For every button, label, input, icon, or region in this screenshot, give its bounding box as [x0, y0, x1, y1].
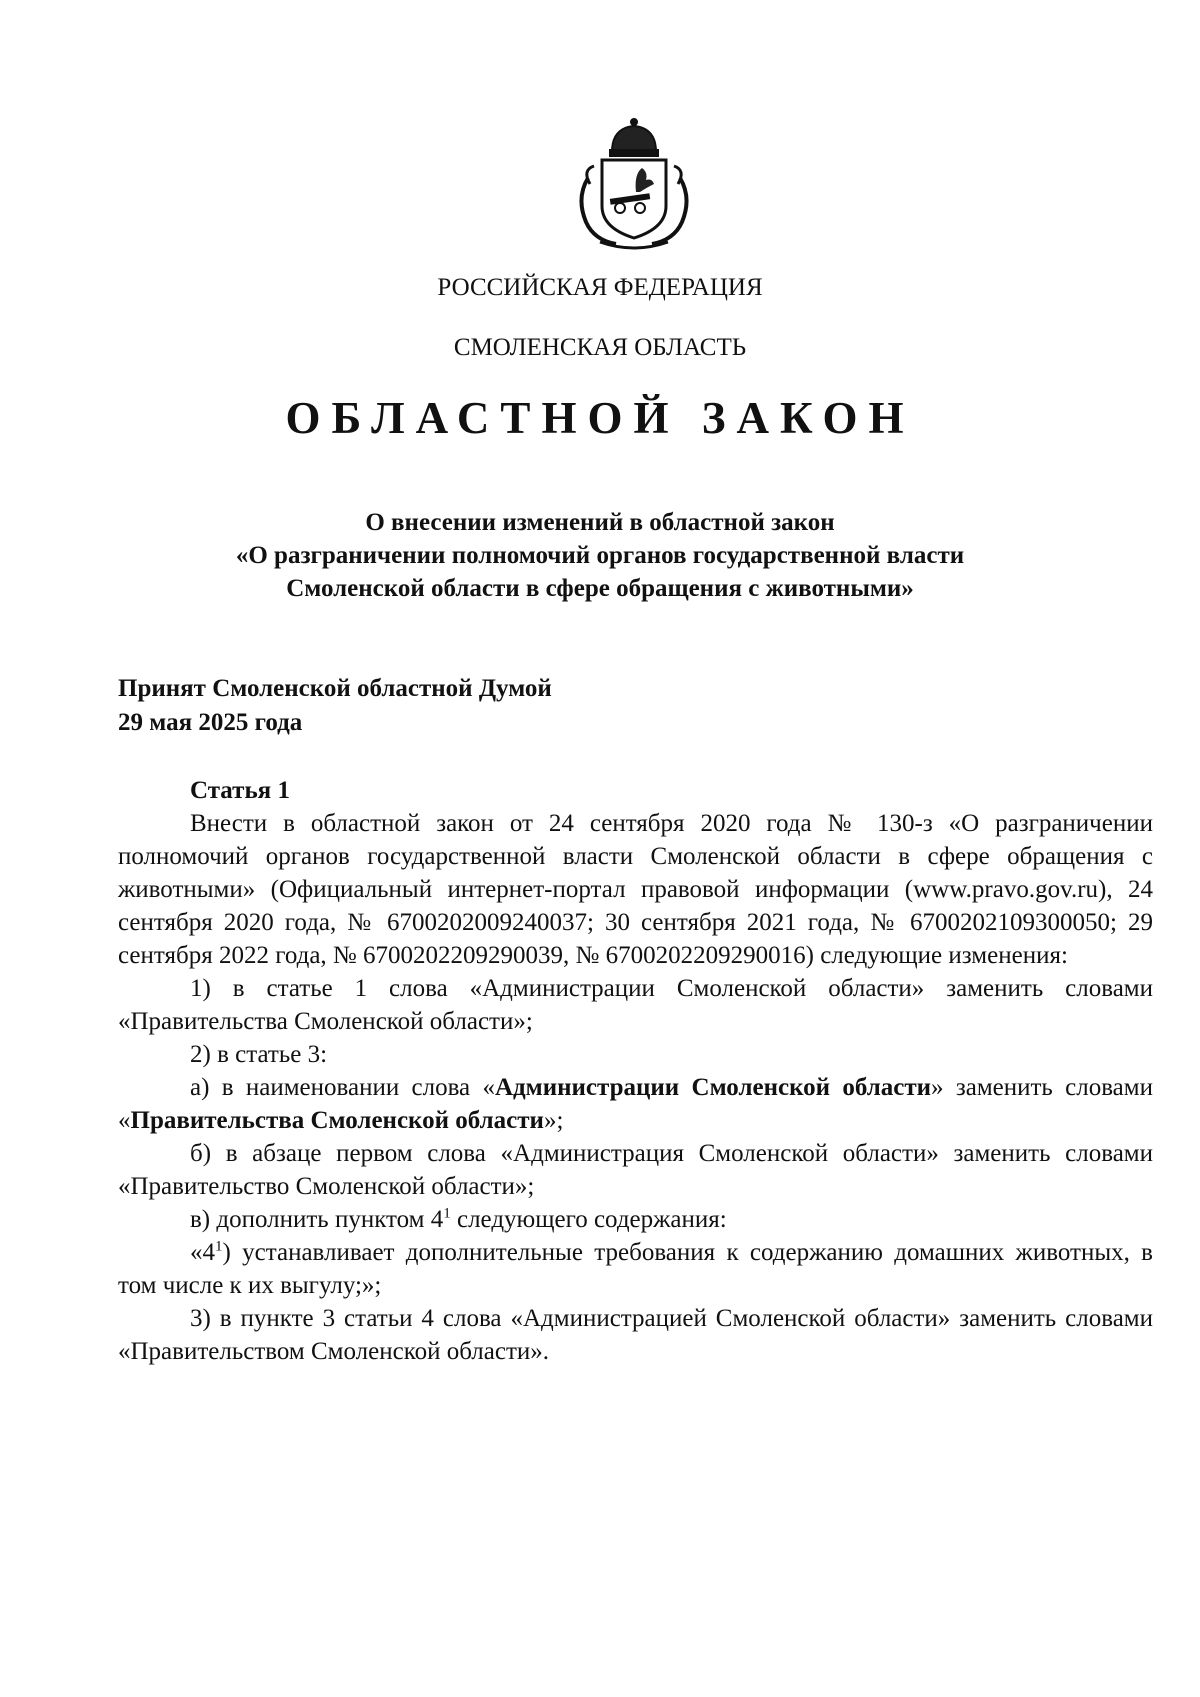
adoption-info	[118, 672, 552, 740]
amendment-item-2v	[118, 1203, 1153, 1236]
amendment-item-1: 1) в статье 1 слова «Администрации Смоленской области» заменить словами «Правительства Смоленской области»;	[118, 975, 1153, 1035]
article-body	[118, 774, 1153, 1368]
item-text: следующего содержания:	[450, 1206, 727, 1233]
inserted-clause-quote	[118, 1236, 1153, 1302]
law-title-line: О внесении изменений в областной закон	[365, 509, 835, 536]
law-type-heading: ОБЛАСТНОЙ ЗАКОН	[285, 393, 915, 443]
coat-of-arms-emblem	[576, 118, 692, 252]
article-heading: Статья 1	[190, 777, 290, 804]
amendment-item-3: 3) в пункте 3 статьи 4 слова «Администрацией Смоленской области» заменить словами «Правительством Смоленской области».	[118, 1305, 1153, 1365]
item-text: а) в наименовании слова «	[190, 1074, 495, 1101]
adopted-by: Принят Смоленской областной Думой	[118, 675, 552, 702]
article-intro-paragraph: Внести в областной закон от 24 сентября 2020 года № 130-з «О разграничении полномочий органов государственной власти Смоленской области в сфере обращения с животными» (Официальный интернет-портал правовой информации (www.pravo.gov.ru), 24 сентября 2020 года, № 6700202009240037; 30 сентября 2021 года, № 6700202109300050; 29 сентября 2022 года, № 6700202209290039, № 6700202209290016) следующие изменения:	[118, 810, 1153, 969]
law-title	[0, 506, 1200, 605]
bold-phrase: Администрации Смоленской области	[494, 1074, 932, 1101]
item-text: ) устанавливает дополнительные требования к содержанию домашних животных, в том числе к их выгулу;»;	[118, 1239, 1153, 1299]
item-text: в) дополнить пунктом 4	[190, 1206, 444, 1233]
item-text: »;	[543, 1107, 564, 1134]
region-heading: СМОЛЕНСКАЯ ОБЛАСТЬ	[453, 334, 747, 361]
item-text: «4	[190, 1239, 215, 1266]
amendment-item-2a	[118, 1071, 1153, 1137]
law-title-line: Смоленской области в сфере обращения с животными»	[286, 575, 914, 602]
law-title-line: «О разграничении полномочий органов государственной власти	[235, 542, 965, 569]
item-text: » заменить словами «	[118, 1074, 1153, 1134]
superscript: 1	[215, 1238, 223, 1255]
country-heading: РОССИЙСКАЯ ФЕДЕРАЦИЯ	[437, 274, 763, 301]
amendment-item-2: 2) в статье 3:	[190, 1041, 328, 1068]
bold-phrase: Правительства Смоленской области	[130, 1107, 544, 1134]
adoption-date: 29 мая 2025 года	[118, 709, 303, 736]
superscript: 1	[443, 1205, 451, 1222]
amendment-item-2b: б) в абзаце первом слова «Администрация Смоленской области» заменить словами «Правительство Смоленской области»;	[118, 1140, 1153, 1200]
